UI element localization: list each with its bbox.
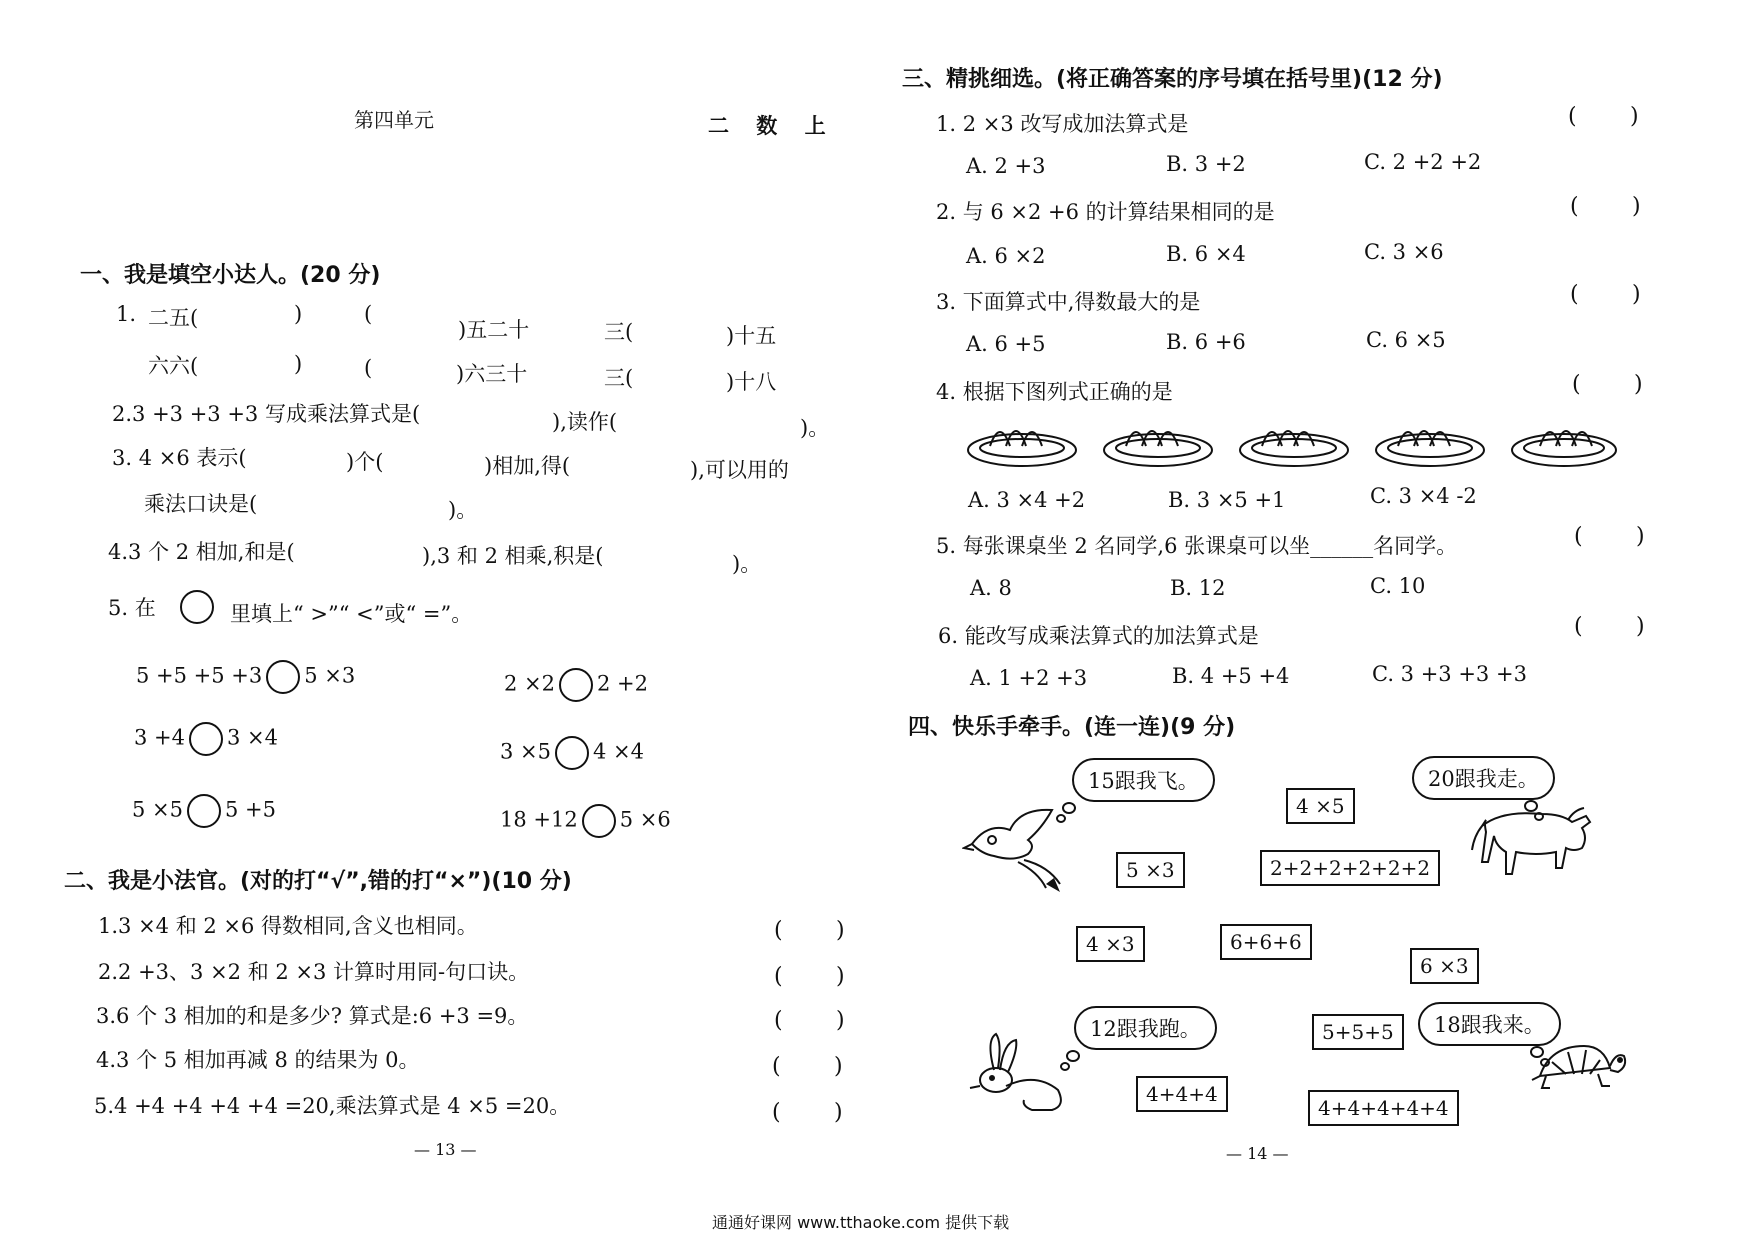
unit-label: 第四单元 xyxy=(354,108,434,132)
compare-left: 3 ×5 xyxy=(500,739,551,764)
footer-credit: 通通好课网 www.tthaoke.com 提供下载 xyxy=(712,1213,1010,1232)
plate-icon xyxy=(1240,431,1348,466)
q1-r2-e: 三( xyxy=(604,366,634,390)
q3-text-f: )。 xyxy=(448,498,478,522)
choice-answer-4[interactable]: ( ) xyxy=(1572,372,1643,397)
q1-r2-b: ) xyxy=(294,352,303,376)
q5-text-a: 5. 在 xyxy=(108,596,156,620)
q1-r2-f: )十八 xyxy=(726,370,777,394)
bun-plates-figure xyxy=(960,410,1620,472)
ox-icon[interactable] xyxy=(1468,796,1596,878)
q1-r1-b: ) xyxy=(294,302,303,326)
compare-right: 5 ×3 xyxy=(304,663,356,688)
q1-r2-d: )六三十 xyxy=(456,362,528,386)
compare-circle[interactable] xyxy=(189,722,223,756)
choice-answer-6[interactable]: ( ) xyxy=(1574,614,1645,639)
compare-right: 3 ×4 xyxy=(227,725,278,750)
q1-r2-a: 六六( xyxy=(148,354,199,378)
compare-left: 5 ×5 xyxy=(132,797,183,822)
judge-item-5: 5.4 +4 +4 +4 +4 =20,乘法算式是 4 ×5 =20。 xyxy=(94,1094,571,1118)
choice-q3-opt-c: C. 6 ×5 xyxy=(1366,328,1446,352)
expr-box-4x3-sum[interactable]: 4+4+4 xyxy=(1136,1076,1228,1112)
q1-r1-d: )五二十 xyxy=(458,318,530,342)
expr-box-5x3[interactable]: 5 ×3 xyxy=(1116,852,1185,888)
choice-q1-opt-c: C. 2 +2 +2 xyxy=(1364,150,1482,174)
compare-item-4 xyxy=(500,736,644,770)
q5-circle-sample xyxy=(180,590,214,624)
plate-icon xyxy=(968,431,1076,466)
expr-box-6x3-sum[interactable]: 6+6+6 xyxy=(1220,924,1312,960)
expr-box-4x5[interactable]: 4 ×5 xyxy=(1286,788,1355,824)
section-1-heading: 一、我是填空小达人。(20 分) xyxy=(80,263,381,288)
choice-q4-opt-b: B. 3 ×5 +1 xyxy=(1168,488,1286,512)
q3-text-b: )个( xyxy=(346,450,384,474)
compare-item-3 xyxy=(134,722,278,756)
compare-item-2 xyxy=(504,668,648,702)
choice-q3-opt-a: A. 6 +5 xyxy=(966,332,1046,356)
compare-left: 18 +12 xyxy=(500,807,578,832)
compare-right: 4 ×4 xyxy=(593,739,644,764)
bubble-rabbit: 12跟我跑。 xyxy=(1074,1006,1217,1050)
choice-q6: 6. 能改写成乘法算式的加法算式是 xyxy=(938,624,1259,648)
choice-q3-opt-b: B. 6 +6 xyxy=(1166,330,1246,354)
q1-number: 1. xyxy=(116,302,137,326)
plate-icon xyxy=(1104,431,1212,466)
judge-item-3: 3.6 个 3 相加的和是多少? 算式是:6 +3 =9。 xyxy=(96,1004,529,1028)
bird-icon[interactable] xyxy=(962,804,1072,896)
choice-q1-opt-a: A. 2 +3 xyxy=(966,154,1046,178)
section-4-heading: 四、快乐手牵手。(连一连)(9 分) xyxy=(908,715,1236,740)
compare-circle[interactable] xyxy=(266,660,300,694)
choice-q1-opt-b: B. 3 +2 xyxy=(1166,152,1246,176)
choice-answer-5[interactable]: ( ) xyxy=(1574,524,1645,549)
plate-icon xyxy=(1376,431,1484,466)
section-2-heading: 二、我是小法官。(对的打“√”,错的打“×”)(10 分) xyxy=(64,869,572,894)
page-number-left: — 13 — xyxy=(414,1140,477,1159)
q2-text-b: ),读作( xyxy=(552,410,618,434)
compare-right: 5 +5 xyxy=(225,797,276,822)
rabbit-icon[interactable] xyxy=(966,1030,1070,1114)
choice-q6-opt-a: A. 1 +2 +3 xyxy=(970,666,1088,690)
q4-text-b: ),3 和 2 相乘,积是( xyxy=(422,544,604,568)
compare-right: 2 +2 xyxy=(597,671,648,696)
q1-r1-e: 三( xyxy=(604,320,634,344)
compare-right: 5 ×6 xyxy=(619,807,671,832)
choice-q4-opt-a: A. 3 ×4 +2 xyxy=(968,488,1086,512)
expr-box-4x3[interactable]: 4 ×3 xyxy=(1076,926,1145,962)
judge-answer-3[interactable]: ( ) xyxy=(774,1008,845,1033)
expr-box-2x6-sum[interactable]: 2+2+2+2+2+2 xyxy=(1260,850,1440,886)
bubble-bird: 15跟我飞。 xyxy=(1072,758,1215,802)
bubble-turtle: 18跟我来。 xyxy=(1418,1002,1561,1046)
q1-r1-f: )十五 xyxy=(726,324,777,348)
bubble-ox: 20跟我走。 xyxy=(1412,756,1555,800)
choice-q2-opt-b: B. 6 ×4 xyxy=(1166,242,1246,266)
q4-text-c: )。 xyxy=(732,552,762,576)
choice-q5-opt-a: A. 8 xyxy=(970,576,1012,600)
judge-answer-5[interactable]: ( ) xyxy=(772,1100,843,1125)
compare-left: 2 ×2 xyxy=(504,671,555,696)
q1-r2-c: ( xyxy=(364,356,373,380)
choice-q5-opt-b: B. 12 xyxy=(1170,576,1226,600)
choice-q5: 5. 每张课桌坐 2 名同学,6 张课桌可以坐______名同学。 xyxy=(936,534,1458,558)
choice-q4: 4. 根据下图列式正确的是 xyxy=(936,380,1173,404)
compare-circle[interactable] xyxy=(555,736,589,770)
page-number-right: — 14 — xyxy=(1226,1144,1289,1163)
q3-text-d: ),可以用的 xyxy=(690,458,789,482)
unit-title: 二 数 上 xyxy=(708,113,836,138)
judge-item-2: 2.2 +3、3 ×2 和 2 ×3 计算时用同-句口诀。 xyxy=(98,960,530,984)
compare-circle[interactable] xyxy=(582,804,616,838)
q4-text-a: 4.3 个 2 相加,和是( xyxy=(108,540,295,564)
choice-q6-opt-c: C. 3 +3 +3 +3 xyxy=(1372,662,1527,686)
choice-q4-opt-c: C. 3 ×4 -2 xyxy=(1370,484,1477,508)
choice-q5-opt-c: C. 10 xyxy=(1370,574,1426,598)
judge-answer-4[interactable]: ( ) xyxy=(772,1054,843,1079)
compare-left: 3 +4 xyxy=(134,725,185,750)
choice-q6-opt-b: B. 4 +5 +4 xyxy=(1172,664,1290,688)
choice-answer-3[interactable]: ( ) xyxy=(1570,282,1641,307)
q2-text-c: )。 xyxy=(800,416,830,440)
q3-text-a: 3. 4 ×6 表示( xyxy=(112,446,247,470)
choice-answer-2[interactable]: ( ) xyxy=(1570,194,1641,219)
choice-q1: 1. 2 ×3 改写成加法算式是 xyxy=(936,112,1189,136)
q3-text-c: )相加,得( xyxy=(484,454,571,478)
choice-q2-opt-a: A. 6 ×2 xyxy=(966,244,1046,268)
q5-text-b: 里填上“ >”“ <”或“ =”。 xyxy=(230,602,473,626)
q1-r1-c: ( xyxy=(364,302,373,326)
compare-item-5 xyxy=(132,794,276,828)
judge-item-4: 4.3 个 5 相加再减 8 的结果为 0。 xyxy=(96,1048,420,1072)
choice-q3: 3. 下面算式中,得数最大的是 xyxy=(936,290,1201,314)
compare-circle[interactable] xyxy=(559,668,593,702)
judge-item-1: 1.3 ×4 和 2 ×6 得数相同,含义也相同。 xyxy=(98,914,478,938)
q2-text-a: 2.3 +3 +3 +3 写成乘法算式是( xyxy=(112,402,421,426)
judge-answer-1[interactable]: ( ) xyxy=(774,918,845,943)
plate-icon xyxy=(1512,431,1616,466)
turtle-icon[interactable] xyxy=(1530,1030,1630,1100)
section-3-heading: 三、精挑细选。(将正确答案的序号填在括号里)(12 分) xyxy=(902,67,1443,92)
expr-box-5x3-sum[interactable]: 5+5+5 xyxy=(1312,1014,1404,1050)
expr-box-6x3[interactable]: 6 ×3 xyxy=(1410,948,1479,984)
choice-answer-1[interactable]: ( ) xyxy=(1568,104,1639,129)
compare-item-1 xyxy=(136,660,355,694)
compare-item-6 xyxy=(500,804,671,838)
q1-r1-a: 二五( xyxy=(148,306,199,330)
choice-q2: 2. 与 6 ×2 +6 的计算结果相同的是 xyxy=(936,200,1275,224)
q3-text-e: 乘法口诀是( xyxy=(144,492,258,516)
judge-answer-2[interactable]: ( ) xyxy=(774,964,845,989)
choice-q2-opt-c: C. 3 ×6 xyxy=(1364,240,1444,264)
compare-left: 5 +5 +5 +3 xyxy=(136,663,263,688)
compare-circle[interactable] xyxy=(187,794,221,828)
expr-box-4x5-sum[interactable]: 4+4+4+4+4 xyxy=(1308,1090,1459,1126)
